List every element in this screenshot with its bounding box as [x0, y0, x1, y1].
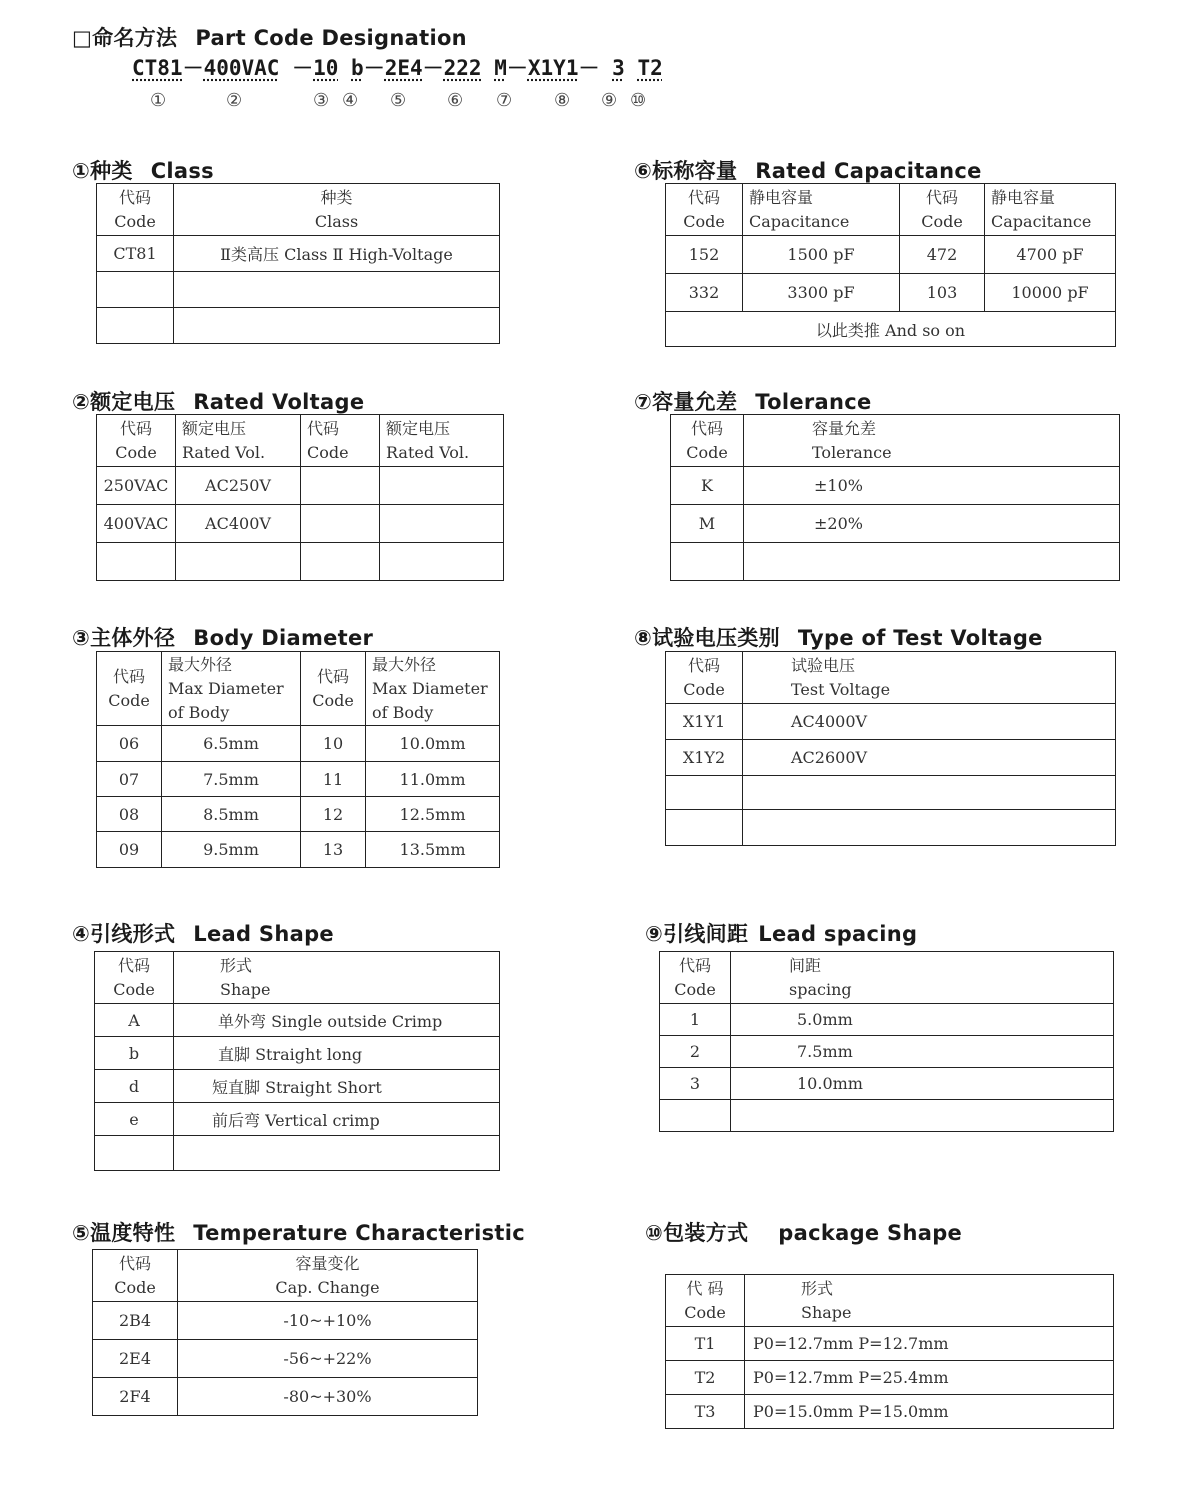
code-sep: －: [506, 56, 528, 80]
position-number: ②: [226, 90, 243, 111]
table-header-row: [97, 184, 500, 236]
section-heading-body-diameter: ③主体外径 Body Diameter: [72, 626, 374, 650]
code-seg: CT81: [132, 56, 183, 80]
rated-voltage-table: [96, 414, 504, 581]
table-header-row: 代码 Code 容量允差 Tolerance: [671, 415, 1120, 467]
code-seg: 3: [612, 56, 625, 80]
table-row: 332 3300 pF 103 10000 pF: [666, 274, 1116, 312]
table-row: 2 7.5mm: [660, 1036, 1114, 1068]
code-sep: [482, 56, 495, 80]
table-row: [97, 308, 500, 344]
code-seg: b: [351, 56, 364, 80]
position-number: ⑨: [601, 90, 618, 111]
code-seg: M: [494, 56, 507, 80]
code-seg: 400VAC: [203, 56, 280, 80]
code-seg: 10: [313, 56, 339, 80]
table-row: b 直脚 Straight long: [95, 1037, 500, 1070]
position-number: ⑧: [554, 90, 571, 111]
position-number: ⑩: [630, 90, 647, 111]
section-heading-lead-spacing: ⑨引线间距 Lead spacing: [645, 922, 918, 946]
table-row: 09 9.5mm 13 13.5mm: [97, 832, 500, 868]
table-row: 2F4 -80~+30%: [93, 1378, 478, 1416]
title-zh: 命名方法: [92, 26, 178, 50]
table-row: 400VAC AC400V: [97, 505, 504, 543]
code-seg: 222: [443, 56, 482, 80]
body-diameter-table: [96, 651, 500, 868]
table-row: 2B4 -10~+10%: [93, 1302, 478, 1340]
code-sep: [625, 56, 638, 80]
table-row: [95, 1136, 500, 1171]
table-row: d 短直脚 Straight Short: [95, 1070, 500, 1103]
table-row: 3 10.0mm: [660, 1068, 1114, 1100]
position-number: ⑦: [496, 90, 513, 111]
table-row: X1Y1 AC4000V: [666, 704, 1116, 740]
table-footer-row: 以此类推 And so on: [666, 312, 1116, 347]
capacitance-table: [665, 183, 1116, 347]
part-code-example: [132, 52, 663, 82]
table-row: K ±10%: [671, 467, 1120, 505]
table-row: e 前后弯 Vertical crimp: [95, 1103, 500, 1136]
table-row: [660, 1100, 1114, 1132]
tolerance-table: [670, 414, 1120, 581]
table-row: [671, 543, 1120, 581]
header-cell: 种类 Class: [174, 184, 500, 236]
section-heading-rated-voltage: ②额定电压 Rated Voltage: [72, 390, 365, 414]
code-sep: －: [578, 56, 613, 80]
section-heading-temperature: ⑤温度特性 Temperature Characteristic: [72, 1221, 525, 1245]
table-row: T3 P0=15.0mm P=15.0mm: [666, 1395, 1114, 1429]
table-header-row: 代码 Code 静电容量 Capacitance 代码 Code 静电容量 Capacitance: [666, 184, 1116, 236]
table-row: X1Y2 AC2600V: [666, 740, 1116, 776]
code-sep: －: [363, 56, 385, 80]
test-voltage-table: [665, 651, 1116, 846]
table-row: 06 6.5mm 10 10.0mm: [97, 726, 500, 762]
table-header-row: 代码 Code 额定电压 Rated Vol. 代码 Code 额定电压 Rated Vol.: [97, 415, 504, 467]
position-number: ⑥: [447, 90, 464, 111]
position-number: ③: [313, 90, 330, 111]
table-header-row: 代 码 Code 形式 Shape: [666, 1275, 1114, 1327]
table-row: CT81 Ⅱ类高压 Class Ⅱ High-Voltage: [97, 236, 500, 272]
lead-spacing-table: [659, 951, 1114, 1132]
table-row: [666, 810, 1116, 846]
position-number: ⑤: [390, 90, 407, 111]
table-header-row: 代码 Code 试验电压 Test Voltage: [666, 652, 1116, 704]
table-row: M ±20%: [671, 505, 1120, 543]
code-sep: －: [422, 56, 444, 80]
lead-shape-table: [94, 951, 500, 1171]
table-row: 08 8.5mm 12 12.5mm: [97, 797, 500, 832]
title-en: Part Code Designation: [195, 26, 467, 50]
table-row: [666, 776, 1116, 810]
code-seg: 2E4: [384, 56, 423, 80]
table-header-row: 代码 Code 间距 spacing: [660, 952, 1114, 1004]
class-table: [96, 183, 500, 344]
table-row: T1 P0=12.7mm P=12.7mm: [666, 1327, 1114, 1361]
table-header-row: 代码 Code 容量变化 Cap. Change: [93, 1250, 478, 1302]
table-row: T2 P0=12.7mm P=25.4mm: [666, 1361, 1114, 1395]
code-seg: X1Y1: [527, 56, 579, 80]
code-seg: T2: [637, 56, 663, 80]
position-number: ①: [150, 90, 167, 111]
table-row: 2E4 -56~+22%: [93, 1340, 478, 1378]
checkbox-square-icon: □: [72, 26, 93, 50]
position-number: ④: [342, 90, 359, 111]
table-row: 152 1500 pF 472 4700 pF: [666, 236, 1116, 274]
table-row: A 单外弯 Single outside Crimp: [95, 1004, 500, 1037]
code-sep: －: [279, 56, 314, 80]
code-sep: [338, 56, 351, 80]
section-heading-lead-shape: ④引线形式 Lead Shape: [72, 922, 334, 946]
table-row: [97, 272, 500, 308]
package-table: [665, 1274, 1114, 1429]
table-row: 1 5.0mm: [660, 1004, 1114, 1036]
table-header-row: 代码 Code 最大外径 Max Diameter of Body 代码 Code 最大外径 Max Diameter of Body: [97, 652, 500, 726]
table-header-row: 代码 Code 形式 Shape: [95, 952, 500, 1004]
code-sep: －: [182, 56, 204, 80]
table-row: 250VAC AC250V: [97, 467, 504, 505]
temperature-table: [92, 1249, 478, 1416]
table-row: 07 7.5mm 11 11.0mm: [97, 762, 500, 797]
table-row: [97, 543, 504, 581]
section-heading-class: ①种类 Class: [72, 159, 214, 183]
section-heading-test-voltage: ⑧试验电压类别 Type of Test Voltage: [634, 626, 1043, 650]
section-heading-tolerance: ⑦容量允差 Tolerance: [634, 390, 872, 414]
section-heading-capacitance: ⑥标称容量 Rated Capacitance: [634, 159, 982, 183]
section-heading-package: ⑩包装方式 package Shape: [645, 1221, 963, 1245]
header-cell: 代码 Code: [97, 184, 174, 236]
page-title: [72, 22, 467, 52]
code-position-numbers: [0, 90, 700, 114]
